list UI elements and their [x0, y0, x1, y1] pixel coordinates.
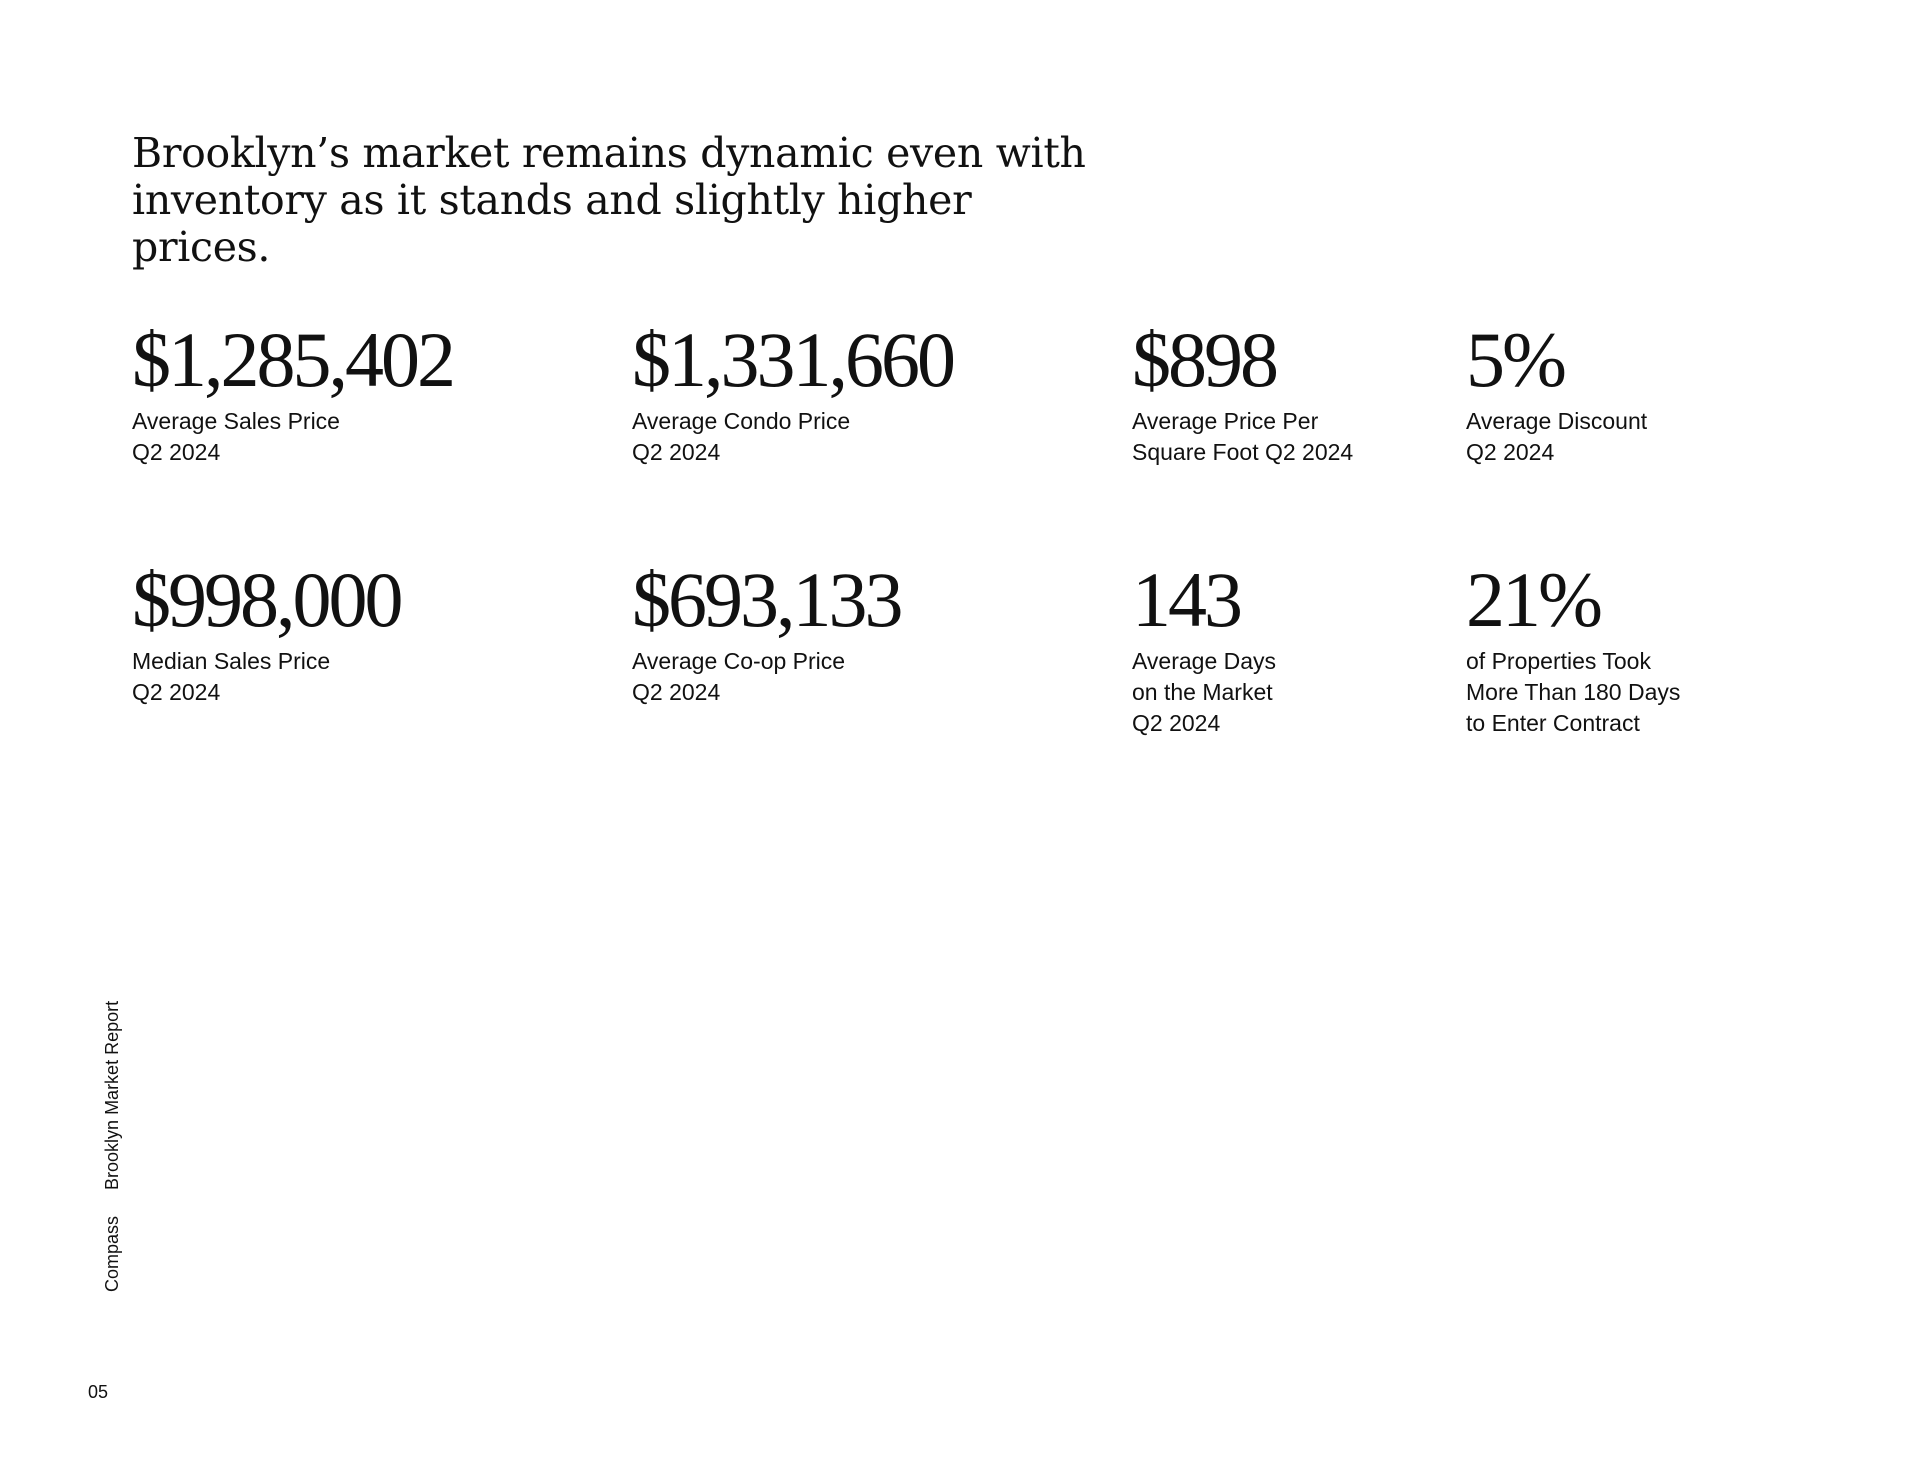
stat-value: 21%	[1466, 556, 1600, 643]
stat-label: Average Condo Price Q2 2024	[632, 408, 851, 465]
stat-value: 143	[1132, 556, 1240, 643]
stat-average-discount	[1466, 318, 1826, 468]
stat-value: $998,000	[132, 556, 401, 643]
stat-average-condo-price	[632, 318, 992, 468]
footer-report-title: Brooklyn Market Report	[102, 1000, 122, 1190]
stat-label: Average Sales Price Q2 2024	[132, 408, 340, 465]
stat-average-coop-price	[632, 558, 992, 708]
stat-value: $693,133	[632, 556, 901, 643]
stat-value: $898	[1132, 316, 1276, 403]
stat-label: Average Discount Q2 2024	[1466, 408, 1648, 465]
page-number: 05	[88, 1382, 109, 1402]
stat-label: Average Co-op Price Q2 2024	[632, 648, 846, 705]
stat-label: Average Days on the Market Q2 2024	[1132, 648, 1277, 736]
stat-average-price-per-square-foot	[1132, 318, 1492, 468]
stat-average-days-on-market	[1132, 558, 1492, 739]
stat-average-sales-price	[132, 318, 492, 468]
stat-value: $1,285,402	[132, 316, 453, 403]
stat-label: of Properties Took More Than 180 Days to Enter Contract	[1466, 648, 1681, 736]
stat-value: 5%	[1466, 316, 1564, 403]
stat-label: Average Price Per Square Foot Q2 2024	[1132, 408, 1354, 465]
page-headline: Brooklyn’s market remains dynamic even with inventory as it stands and slightly higher prices.	[132, 129, 1086, 271]
stat-properties-over-180-days	[1466, 558, 1826, 739]
footer-brand: Compass	[102, 1215, 122, 1292]
stat-label: Median Sales Price Q2 2024	[132, 648, 331, 705]
stat-median-sales-price	[132, 558, 492, 708]
side-footer	[102, 1001, 122, 1292]
stat-value: $1,331,660	[632, 316, 953, 403]
